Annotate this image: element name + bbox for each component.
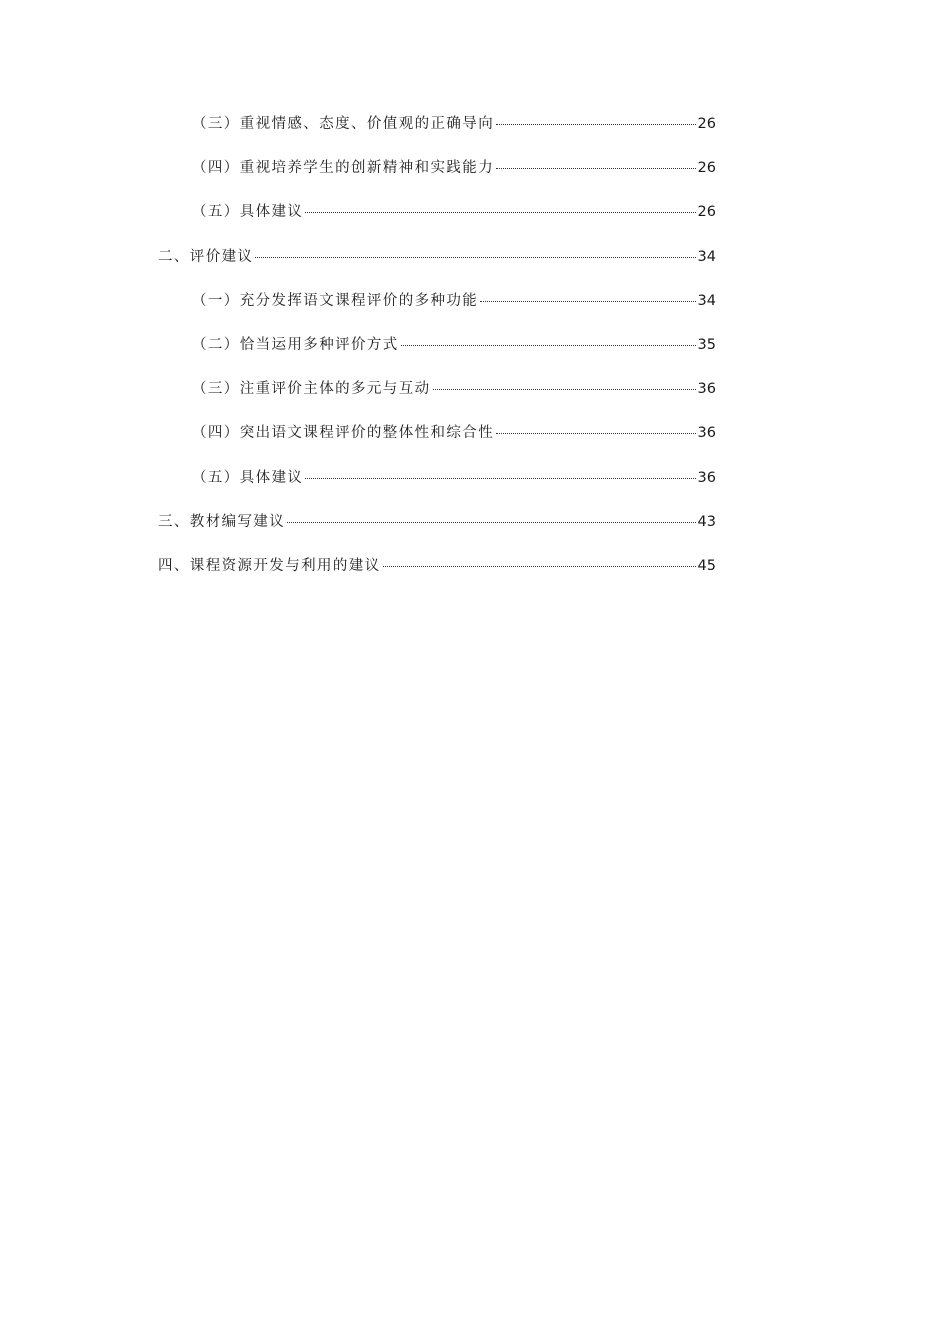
toc-entry-page: 36 <box>697 469 716 486</box>
dot-leader <box>433 389 696 390</box>
toc-entry-page: 34 <box>697 292 716 309</box>
toc-entry[interactable] <box>158 333 716 377</box>
toc-entry-page: 26 <box>697 116 716 132</box>
dot-leader <box>255 257 695 258</box>
toc-entry-page: 43 <box>697 513 716 530</box>
dot-leader <box>305 478 695 479</box>
dot-leader <box>305 212 695 213</box>
toc-entry[interactable] <box>158 289 716 333</box>
toc-entry-label: （四）重视培养学生的创新精神和实践能力 <box>192 160 495 177</box>
toc-entry-page: 36 <box>697 425 716 442</box>
toc-entry-label: （三）重视情感、态度、价值观的正确导向 <box>192 116 495 132</box>
toc-entry-label: （二）恰当运用多种评价方式 <box>192 336 399 353</box>
toc-entry[interactable] <box>158 466 716 510</box>
toc-entry-label: 三、教材编写建议 <box>158 513 286 530</box>
toc-entry[interactable] <box>158 156 716 200</box>
dot-leader <box>496 124 695 125</box>
toc-entry-label: 二、评价建议 <box>158 248 254 265</box>
dot-leader <box>496 168 695 169</box>
toc-entry[interactable] <box>158 377 716 421</box>
dot-leader <box>383 566 696 567</box>
toc-entry[interactable] <box>158 554 716 598</box>
dot-leader <box>287 522 695 523</box>
toc-entry[interactable] <box>158 245 716 289</box>
toc-entry-label: 四、课程资源开发与利用的建议 <box>158 557 381 574</box>
toc-entry-label: （一）充分发挥语文课程评价的多种功能 <box>192 292 479 309</box>
toc-entry[interactable] <box>158 421 716 465</box>
toc-entry-page: 26 <box>697 160 716 177</box>
toc-entry[interactable] <box>158 200 716 244</box>
dot-leader <box>401 345 696 346</box>
toc-entry-label: （四）突出语文课程评价的整体性和综合性 <box>192 425 495 442</box>
toc-entry-page: 45 <box>697 557 716 574</box>
dot-leader <box>480 301 695 302</box>
table-of-contents <box>158 112 716 598</box>
toc-entry-page: 36 <box>697 381 716 398</box>
toc-entry-label: （三）注重评价主体的多元与互动 <box>192 381 431 398</box>
toc-entry-page: 26 <box>697 204 716 221</box>
toc-entry-page: 35 <box>697 336 716 353</box>
toc-entry-label: （五）具体建议 <box>192 469 304 486</box>
toc-entry-label: （五）具体建议 <box>192 204 304 221</box>
toc-entry-page: 34 <box>697 248 716 265</box>
toc-entry[interactable] <box>158 112 716 156</box>
toc-entry[interactable] <box>158 510 716 554</box>
dot-leader <box>496 433 695 434</box>
